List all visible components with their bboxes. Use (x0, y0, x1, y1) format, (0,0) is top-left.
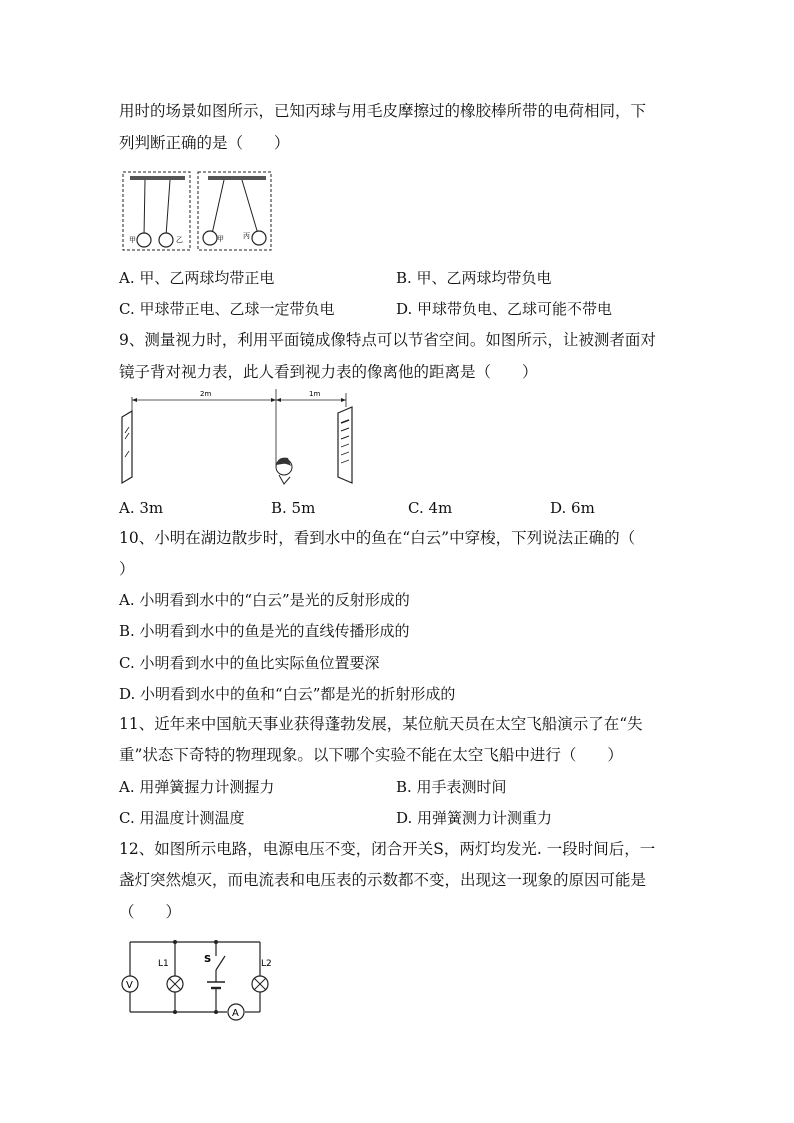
label-s: S (204, 954, 212, 965)
q9-option-b: B. 5m (271, 499, 316, 517)
q9-stem-line1: 9、测量视力时，利用平面镜成像特点可以节省空间。如图所示，让被测者面对 (119, 331, 656, 349)
q8-option-a: A. 甲、乙两球均带正电 (119, 269, 275, 287)
q12-circuit-diagram (118, 932, 276, 1024)
q8-option-b: B. 甲、乙两球均带负电 (396, 269, 552, 287)
label-bing: 丙 (243, 232, 250, 240)
q10-stem-line2: ） (119, 560, 135, 578)
person-icon (276, 458, 292, 484)
q12-stem-line1: 12、如图所示电路，电源电压不变，闭合开关S，两灯均发光. 一段时间后，一 (119, 840, 656, 858)
q10-option-d: D. 小明看到水中的鱼和“白云”都是光的折射形成的 (119, 685, 456, 703)
label-l2: L2 (261, 959, 272, 969)
label-v: V (126, 980, 133, 991)
q9-eye-test-figure (116, 387, 366, 491)
q11-option-b: B. 用手表测时间 (396, 778, 507, 796)
label-jia: 甲 (129, 236, 136, 244)
label-jia-2: 甲 (217, 235, 224, 243)
q8-stem-line2: 列判断正确的是（ ） (119, 134, 290, 152)
switch-s (216, 956, 225, 970)
q8-option-c: C. 甲球带正电、乙球一定带负电 (119, 300, 335, 318)
q8-pendulum-figure (120, 168, 274, 254)
q10-option-b: B. 小明看到水中的鱼是光的直线传播形成的 (119, 622, 410, 640)
q11-stem-line2: 重”状态下奇特的物理现象。以下哪个实验不能在太空飞船中进行（ ） (119, 746, 623, 764)
q11-option-a: A. 用弹簧握力计测握力 (119, 778, 275, 796)
label-a: A (232, 1008, 239, 1019)
label-yi: 乙 (176, 236, 183, 244)
q12-stem-line3: （ ） (119, 903, 182, 921)
q10-stem-line1: 10、小明在湖边散步时，看到水中的鱼在“白云”中穿梭，下列说法正确的（ (119, 529, 636, 547)
q9-stem-line2: 镜子背对视力表，此人看到视力表的像离他的距离是（ ） (119, 363, 538, 381)
q9-option-a: A. 3m (119, 499, 164, 517)
eye-chart-icon (338, 407, 352, 483)
mirror-icon (122, 411, 132, 483)
q9-option-c: C. 4m (408, 499, 453, 517)
label-l1: L1 (158, 959, 169, 969)
q10-option-a: A. 小明看到水中的“白云”是光的反射形成的 (119, 591, 410, 609)
label-1m: 1m (309, 390, 321, 398)
q11-stem-line1: 11、近年来中国航天事业获得蓬勃发展，某位航天员在太空飞船演示了在“失 (119, 715, 643, 733)
q8-stem-line1: 用时的场景如图所示，已知丙球与用毛皮摩擦过的橡胶棒所带的电荷相同，下 (119, 102, 647, 120)
label-2m: 2m (200, 390, 212, 398)
q11-option-c: C. 用温度计测温度 (119, 809, 245, 827)
q8-option-d: D. 甲球带负电、乙球可能不带电 (396, 300, 613, 318)
q9-option-d: D. 6m (550, 499, 595, 517)
q10-option-c: C. 小明看到水中的鱼比实际鱼位置要深 (119, 654, 380, 672)
q12-stem-line2: 盏灯突然熄灭，而电流表和电压表的示数都不变，出现这一现象的原因可能是 (119, 871, 647, 889)
q11-option-d: D. 用弹簧测力计测重力 (396, 809, 553, 827)
